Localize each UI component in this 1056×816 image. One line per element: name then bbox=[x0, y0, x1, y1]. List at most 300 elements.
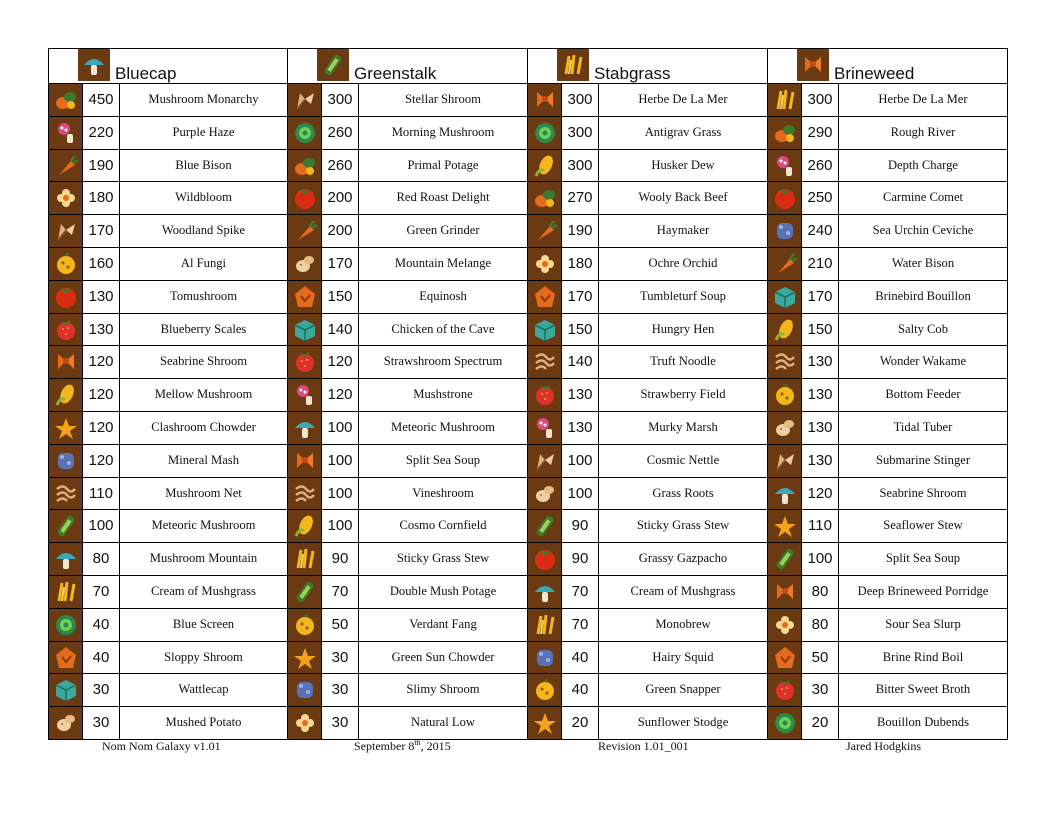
recipe-row bbox=[528, 379, 767, 412]
ingredient-icon-cell bbox=[49, 543, 83, 575]
ingredient-icon-cell bbox=[528, 609, 562, 641]
recipe-row bbox=[288, 510, 527, 543]
recipe-points: 300 bbox=[562, 150, 599, 182]
ingredient-icon-cell bbox=[528, 543, 562, 575]
recipe-row bbox=[528, 642, 767, 675]
recipe-points: 150 bbox=[322, 281, 359, 313]
recipe-points: 260 bbox=[322, 117, 359, 149]
recipe-row bbox=[528, 707, 767, 740]
bluecap-mushroom-icon bbox=[532, 579, 558, 605]
recipe-row bbox=[768, 510, 1007, 543]
recipe-points: 40 bbox=[562, 642, 599, 674]
star-flower-icon bbox=[532, 710, 558, 736]
recipe-points: 70 bbox=[562, 609, 599, 641]
ingredient-icon-cell bbox=[528, 248, 562, 280]
recipe-points: 20 bbox=[562, 707, 599, 739]
recipe-name: Red Roast Delight bbox=[396, 190, 490, 205]
ingredient-icon-cell bbox=[288, 182, 322, 214]
grass-icon bbox=[292, 546, 318, 572]
ingredient-icon-cell bbox=[49, 609, 83, 641]
green-gear-icon bbox=[53, 612, 79, 638]
column-title: Greenstalk bbox=[354, 64, 437, 83]
recipe-points: 120 bbox=[83, 445, 120, 477]
ingredient-icon-cell bbox=[288, 84, 322, 116]
recipe-points: 70 bbox=[322, 576, 359, 608]
brineweed-icon bbox=[53, 349, 79, 375]
teal-cube-icon bbox=[532, 317, 558, 343]
recipe-points: 260 bbox=[802, 150, 839, 182]
ingredient-icon-cell bbox=[288, 314, 322, 346]
ingredient-icon-cell bbox=[768, 707, 802, 739]
ingredient-icon-cell bbox=[768, 445, 802, 477]
column-header bbox=[49, 48, 287, 84]
teal-cube-icon bbox=[53, 677, 79, 703]
recipe-name: Tomushroom bbox=[170, 288, 237, 303]
recipe-points: 240 bbox=[802, 215, 839, 247]
recipe-points: 120 bbox=[322, 379, 359, 411]
recipe-row bbox=[49, 215, 287, 248]
recipe-row bbox=[288, 150, 527, 183]
recipe-row bbox=[768, 642, 1007, 675]
recipe-name: Water Bison bbox=[891, 255, 955, 270]
recipe-points: 300 bbox=[322, 84, 359, 116]
recipe-name: Strawberry Field bbox=[640, 387, 726, 402]
recipe-name: Grass Roots bbox=[652, 485, 714, 500]
recipe-row bbox=[768, 281, 1007, 314]
recipe-points: 170 bbox=[322, 248, 359, 280]
swirl-icon bbox=[292, 481, 318, 507]
red-berry-icon bbox=[772, 677, 798, 703]
ingredient-icon-cell bbox=[288, 412, 322, 444]
recipe-row bbox=[49, 609, 287, 642]
column-title: Stabgrass bbox=[594, 64, 671, 83]
grass-icon bbox=[560, 52, 586, 78]
recipe-points: 100 bbox=[322, 445, 359, 477]
recipe-points: 100 bbox=[322, 510, 359, 542]
recipe-row bbox=[49, 642, 287, 675]
recipe-name: Green Sun Chowder bbox=[391, 649, 495, 664]
footer-revision: Revision 1.01_001 bbox=[598, 739, 689, 753]
recipe-points: 120 bbox=[83, 379, 120, 411]
ingredient-icon-cell bbox=[49, 412, 83, 444]
recipe-points: 30 bbox=[802, 674, 839, 706]
recipe-row bbox=[288, 281, 527, 314]
recipe-row bbox=[49, 314, 287, 347]
recipe-points: 260 bbox=[322, 150, 359, 182]
footer bbox=[48, 739, 1008, 755]
recipe-points: 130 bbox=[562, 412, 599, 444]
ingredient-icon-cell bbox=[288, 215, 322, 247]
recipe-name: Sticky Grass Stew bbox=[636, 518, 730, 533]
recipe-row bbox=[288, 346, 527, 379]
column-header bbox=[768, 48, 1007, 84]
tomato-icon bbox=[772, 185, 798, 211]
ingredient-icon-cell bbox=[288, 609, 322, 641]
recipe-points: 30 bbox=[83, 674, 120, 706]
recipe-points: 30 bbox=[322, 674, 359, 706]
recipe-row bbox=[49, 248, 287, 281]
pink-mushroom-icon bbox=[53, 120, 79, 146]
orange-leaf-icon bbox=[772, 645, 798, 671]
recipe-points: 100 bbox=[562, 445, 599, 477]
ingredient-icon-cell bbox=[288, 674, 322, 706]
recipe-name: Deep Brineweed Porridge bbox=[857, 583, 989, 598]
recipe-name: Salty Cob bbox=[897, 321, 949, 336]
recipe-name: Haymaker bbox=[656, 223, 710, 238]
ingredient-icon-cell bbox=[49, 379, 83, 411]
recipe-name: Sunflower Stodge bbox=[637, 715, 729, 730]
recipe-points: 160 bbox=[83, 248, 120, 280]
recipe-name: Hairy Squid bbox=[652, 649, 714, 664]
ingredient-icon-cell bbox=[768, 215, 802, 247]
recipe-points: 300 bbox=[802, 84, 839, 116]
recipe-row bbox=[768, 84, 1007, 117]
column-stabgrass bbox=[528, 48, 768, 740]
ingredient-icon-cell bbox=[288, 281, 322, 313]
recipe-row bbox=[288, 314, 527, 347]
carrot-icon bbox=[292, 218, 318, 244]
recipe-row bbox=[528, 412, 767, 445]
recipe-name: Wonder Wakame bbox=[879, 354, 967, 369]
recipe-row bbox=[49, 346, 287, 379]
recipe-row bbox=[768, 576, 1007, 609]
recipe-points: 150 bbox=[802, 314, 839, 346]
ingredient-icon-cell bbox=[49, 314, 83, 346]
ingredient-icon-cell bbox=[49, 150, 83, 182]
ingredient-icon-cell bbox=[528, 314, 562, 346]
blue-rock-icon bbox=[53, 448, 79, 474]
yellow-fruit-icon bbox=[53, 251, 79, 277]
recipe-row bbox=[49, 412, 287, 445]
recipe-row bbox=[49, 281, 287, 314]
recipe-name: Woodland Spike bbox=[161, 223, 246, 238]
green-stalk-icon bbox=[532, 513, 558, 539]
header-icon bbox=[557, 49, 589, 81]
ingredient-icon-cell bbox=[288, 707, 322, 739]
recipe-row bbox=[288, 642, 527, 675]
recipe-name: Truft Noodle bbox=[650, 354, 716, 369]
recipe-points: 120 bbox=[83, 412, 120, 444]
header-icon bbox=[797, 49, 829, 81]
pink-mushroom-icon bbox=[772, 153, 798, 179]
ingredient-icon-cell bbox=[768, 674, 802, 706]
recipe-points: 120 bbox=[802, 478, 839, 510]
tomato-icon bbox=[292, 185, 318, 211]
swirl-icon bbox=[532, 349, 558, 375]
teal-cube-icon bbox=[292, 317, 318, 343]
recipe-row bbox=[528, 576, 767, 609]
ingredient-icon-cell bbox=[288, 478, 322, 510]
ingredient-icon-cell bbox=[768, 117, 802, 149]
recipe-row bbox=[768, 379, 1007, 412]
flower-icon bbox=[292, 710, 318, 736]
ingredient-icon-cell bbox=[768, 182, 802, 214]
carrot-icon bbox=[772, 251, 798, 277]
ingredient-icon-cell bbox=[288, 346, 322, 378]
recipe-row bbox=[528, 215, 767, 248]
recipe-name: Rough River bbox=[890, 124, 956, 139]
recipe-name: Wooly Back Beef bbox=[638, 190, 728, 205]
recipe-name: Mountain Melange bbox=[394, 255, 492, 270]
recipe-name: Mushroom Monarchy bbox=[148, 92, 259, 106]
recipe-name: Mushroom Net bbox=[165, 485, 242, 500]
ingredient-icon-cell bbox=[768, 412, 802, 444]
recipe-points: 220 bbox=[83, 117, 120, 149]
recipe-row bbox=[768, 674, 1007, 707]
recipe-row bbox=[528, 150, 767, 183]
recipe-row bbox=[49, 182, 287, 215]
recipe-name: Morning Mushroom bbox=[391, 124, 495, 139]
ingredient-icon-cell bbox=[768, 281, 802, 313]
recipe-name: Meteoric Mushroom bbox=[151, 518, 256, 533]
recipe-row bbox=[768, 215, 1007, 248]
recipe-points: 130 bbox=[83, 314, 120, 346]
recipe-points: 190 bbox=[562, 215, 599, 247]
ingredient-icon-cell bbox=[49, 215, 83, 247]
recipe-points: 30 bbox=[83, 707, 120, 739]
footer-date: September 8th, 2015 bbox=[354, 738, 451, 753]
recipe-points: 170 bbox=[802, 281, 839, 313]
ingredient-icon-cell bbox=[528, 674, 562, 706]
ingredient-icon-cell bbox=[49, 510, 83, 542]
recipe-row bbox=[49, 543, 287, 576]
yellow-fruit-icon bbox=[292, 612, 318, 638]
recipe-name: Sea Urchin Ceviche bbox=[872, 223, 974, 238]
recipe-name: Wattlecap bbox=[178, 682, 229, 697]
recipe-points: 80 bbox=[802, 609, 839, 641]
ingredient-icon-cell bbox=[528, 182, 562, 214]
ingredient-icon-cell bbox=[288, 543, 322, 575]
recipe-name: Blueberry Scales bbox=[160, 321, 247, 336]
ingredient-icon-cell bbox=[768, 642, 802, 674]
recipe-points: 130 bbox=[802, 379, 839, 411]
recipe-row bbox=[768, 445, 1007, 478]
ingredient-icon-cell bbox=[768, 609, 802, 641]
potato-icon bbox=[772, 415, 798, 441]
recipe-points: 40 bbox=[562, 674, 599, 706]
recipe-points: 250 bbox=[802, 182, 839, 214]
recipe-row bbox=[49, 150, 287, 183]
ingredient-icon-cell bbox=[528, 445, 562, 477]
recipe-row bbox=[49, 707, 287, 740]
ingredient-icon-cell bbox=[528, 642, 562, 674]
recipe-name: Brine Rind Boil bbox=[882, 649, 964, 664]
recipe-name: Husker Dew bbox=[651, 157, 715, 172]
recipe-name: Murky Marsh bbox=[648, 419, 718, 434]
recipe-row bbox=[528, 117, 767, 150]
recipe-name: Mushed Potato bbox=[165, 715, 242, 730]
ingredient-icon-cell bbox=[288, 445, 322, 477]
recipe-name: Mushstrone bbox=[413, 387, 473, 402]
recipe-row bbox=[768, 182, 1007, 215]
recipe-name: Sloppy Shroom bbox=[164, 649, 243, 664]
tomato-icon bbox=[532, 546, 558, 572]
ingredient-icon-cell bbox=[49, 478, 83, 510]
recipe-name: Depth Charge bbox=[887, 157, 959, 172]
recipe-name: Blue Bison bbox=[175, 157, 232, 172]
footer-version: Nom Nom Galaxy v1.01 bbox=[102, 739, 221, 753]
star-flower-icon bbox=[292, 645, 318, 671]
recipe-name: Cream of Mushgrass bbox=[630, 583, 736, 598]
corn-icon bbox=[532, 153, 558, 179]
green-stalk-icon bbox=[53, 513, 79, 539]
recipe-points: 110 bbox=[802, 510, 839, 542]
recipe-row bbox=[49, 84, 287, 117]
recipe-name: Meteoric Mushroom bbox=[391, 419, 495, 434]
ingredient-icon-cell bbox=[288, 150, 322, 182]
bluecap-mushroom-icon bbox=[772, 481, 798, 507]
star-flower-icon bbox=[53, 415, 79, 441]
recipe-name: Al Fungi bbox=[180, 255, 227, 270]
recipe-points: 200 bbox=[322, 215, 359, 247]
ingredient-icon-cell bbox=[288, 248, 322, 280]
recipe-name: Ochre Orchid bbox=[648, 255, 718, 270]
recipe-row bbox=[768, 117, 1007, 150]
recipe-row bbox=[528, 510, 767, 543]
recipe-row bbox=[288, 707, 527, 740]
recipe-points: 140 bbox=[322, 314, 359, 346]
red-berry-icon bbox=[53, 317, 79, 343]
potato-icon bbox=[292, 251, 318, 277]
recipe-row bbox=[768, 346, 1007, 379]
brineweed-icon bbox=[800, 52, 826, 78]
recipe-name: Cream of Mushgrass bbox=[151, 583, 256, 598]
corn-icon bbox=[772, 317, 798, 343]
column-bluecap bbox=[48, 48, 288, 740]
blue-rock-icon bbox=[292, 677, 318, 703]
recipe-row bbox=[288, 379, 527, 412]
footer-author: Jared Hodgkins bbox=[846, 739, 921, 753]
ingredient-icon-cell bbox=[768, 510, 802, 542]
recipe-name: Vineshroom bbox=[412, 485, 474, 500]
recipe-row bbox=[528, 346, 767, 379]
recipe-points: 130 bbox=[83, 281, 120, 313]
recipe-row bbox=[768, 314, 1007, 347]
brineweed-icon bbox=[532, 87, 558, 113]
recipe-name: Carmine Comet bbox=[882, 190, 964, 205]
recipe-row bbox=[768, 543, 1007, 576]
potato-icon bbox=[532, 481, 558, 507]
green-stalk-icon bbox=[292, 579, 318, 605]
recipe-points: 70 bbox=[83, 576, 120, 608]
ingredient-icon-cell bbox=[288, 117, 322, 149]
recipe-points: 30 bbox=[322, 642, 359, 674]
green-gear-icon bbox=[772, 710, 798, 736]
recipe-name: Clashroom Chowder bbox=[151, 419, 256, 434]
recipe-points: 20 bbox=[802, 707, 839, 739]
red-berry-icon bbox=[532, 382, 558, 408]
ingredient-icon-cell bbox=[288, 510, 322, 542]
vegetable-bundle-icon bbox=[532, 185, 558, 211]
leaf-spike-icon bbox=[772, 448, 798, 474]
recipe-name: Double Mush Potage bbox=[389, 583, 497, 598]
ingredient-icon-cell bbox=[528, 478, 562, 510]
recipe-points: 120 bbox=[322, 346, 359, 378]
recipe-row bbox=[528, 84, 767, 117]
green-stalk-icon bbox=[320, 52, 346, 78]
recipe-row bbox=[528, 281, 767, 314]
ingredient-icon-cell bbox=[768, 150, 802, 182]
recipe-name: Split Sea Soup bbox=[405, 452, 481, 467]
recipe-points: 200 bbox=[322, 182, 359, 214]
recipe-points: 100 bbox=[322, 412, 359, 444]
recipe-row bbox=[288, 576, 527, 609]
recipe-points: 300 bbox=[562, 117, 599, 149]
recipe-points: 170 bbox=[562, 281, 599, 313]
recipe-row bbox=[288, 674, 527, 707]
recipe-points: 100 bbox=[562, 478, 599, 510]
grass-icon bbox=[532, 612, 558, 638]
recipe-points: 130 bbox=[562, 379, 599, 411]
ingredient-icon-cell bbox=[49, 84, 83, 116]
leaf-spike-icon bbox=[532, 448, 558, 474]
green-gear-icon bbox=[532, 120, 558, 146]
ingredient-icon-cell bbox=[288, 379, 322, 411]
column-header bbox=[528, 48, 767, 84]
ingredient-icon-cell bbox=[528, 117, 562, 149]
ingredient-icon-cell bbox=[768, 248, 802, 280]
recipe-row bbox=[528, 248, 767, 281]
ingredient-icon-cell bbox=[768, 346, 802, 378]
ingredient-icon-cell bbox=[768, 314, 802, 346]
recipe-points: 170 bbox=[83, 215, 120, 247]
recipe-row bbox=[528, 314, 767, 347]
recipe-points: 30 bbox=[322, 707, 359, 739]
recipe-row bbox=[49, 478, 287, 511]
ingredient-icon-cell bbox=[528, 576, 562, 608]
orange-leaf-icon bbox=[292, 284, 318, 310]
recipe-row bbox=[288, 248, 527, 281]
ingredient-icon-cell bbox=[49, 576, 83, 608]
blue-rock-icon bbox=[772, 218, 798, 244]
ingredient-icon-cell bbox=[528, 215, 562, 247]
recipe-name: Antigrav Grass bbox=[644, 124, 722, 139]
grass-icon bbox=[53, 579, 79, 605]
pink-mushroom-icon bbox=[292, 382, 318, 408]
recipe-name: Sour Sea Slurp bbox=[885, 616, 961, 631]
recipe-name: Submarine Stinger bbox=[875, 452, 971, 467]
swirl-icon bbox=[53, 481, 79, 507]
recipe-name: Split Sea Soup bbox=[885, 551, 961, 566]
bluecap-mushroom-icon bbox=[292, 415, 318, 441]
recipe-points: 130 bbox=[802, 445, 839, 477]
recipe-name: Bouillon Dubends bbox=[876, 715, 969, 730]
recipe-name: Seabrine Shroom bbox=[879, 485, 967, 500]
flower-icon bbox=[532, 251, 558, 277]
grass-icon bbox=[772, 87, 798, 113]
recipe-row bbox=[49, 674, 287, 707]
ingredient-icon-cell bbox=[528, 510, 562, 542]
potato-icon bbox=[53, 710, 79, 736]
recipe-name: Seaflower Stew bbox=[883, 518, 963, 533]
recipe-points: 150 bbox=[562, 314, 599, 346]
recipe-points: 90 bbox=[562, 510, 599, 542]
recipe-name: Seabrine Shroom bbox=[159, 354, 248, 369]
corn-icon bbox=[292, 513, 318, 539]
ingredient-icon-cell bbox=[49, 707, 83, 739]
vegetable-bundle-icon bbox=[53, 87, 79, 113]
orange-leaf-icon bbox=[53, 645, 79, 671]
recipe-row bbox=[288, 412, 527, 445]
ingredient-icon-cell bbox=[768, 379, 802, 411]
column-greenstalk bbox=[288, 48, 528, 740]
recipe-points: 130 bbox=[802, 412, 839, 444]
recipe-name: Herbe De La Mer bbox=[878, 92, 968, 106]
red-berry-icon bbox=[292, 349, 318, 375]
recipe-row bbox=[288, 182, 527, 215]
recipe-name: Herbe De La Mer bbox=[638, 92, 728, 106]
brineweed-icon bbox=[292, 448, 318, 474]
